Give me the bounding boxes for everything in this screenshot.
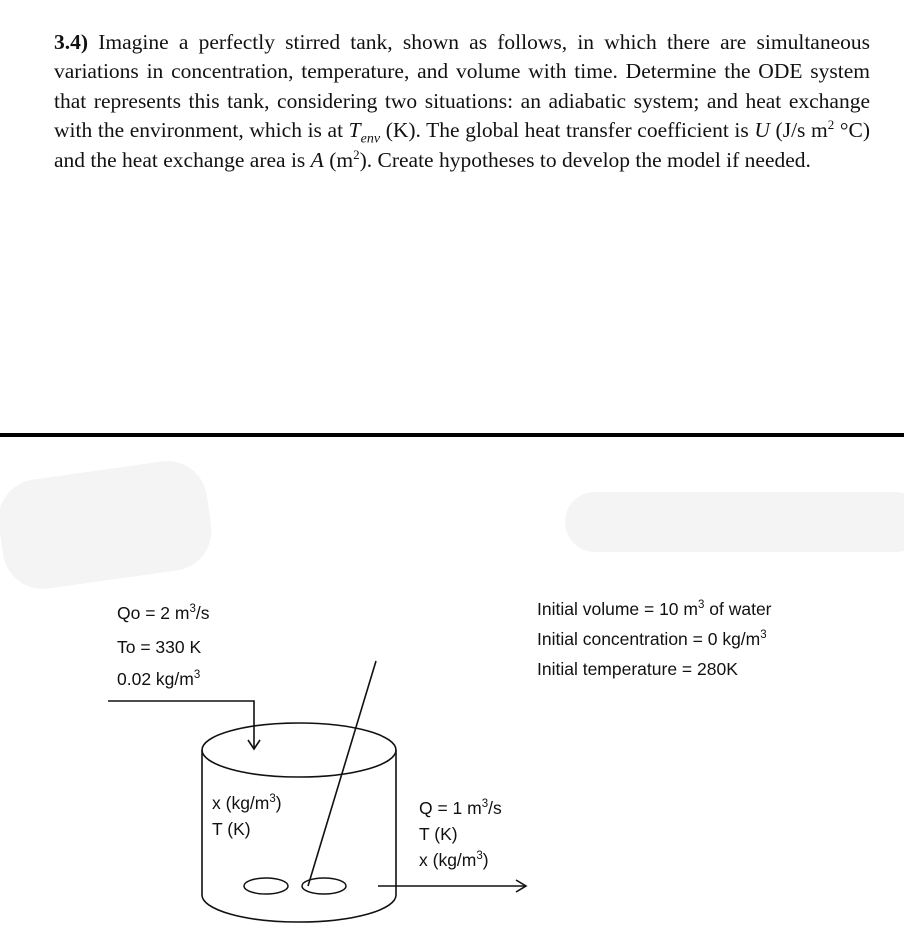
outlet-flow-text: Q = 1 m	[419, 798, 482, 818]
inlet-pipe	[108, 701, 254, 748]
problem-number: 3.4)	[54, 30, 89, 54]
outlet-concentration-label	[419, 849, 489, 871]
outlet-flow-sup: 3	[481, 798, 489, 811]
tank-top-rim	[202, 723, 396, 777]
problem-text-1: Imagine a perfectly stirred tank, shown as follows, in which there are simultaneous variations in concentration, temperature, and volume with time. Determine the ODE system that represents this tank, considering two situations: an adiabatic system; and heat exchange with the environment, which is at	[54, 30, 870, 143]
inlet-conc-sup: 3	[193, 669, 201, 682]
initial-concentration-label	[537, 628, 767, 650]
initial-volume-text: Initial volume = 10 m	[537, 599, 698, 619]
problem-text-2: (K). The global heat transfer coefficient is	[380, 118, 755, 143]
u-symbol: U	[754, 118, 770, 143]
stirrer-blade-left	[244, 878, 288, 894]
outlet-conc-sup: 3	[476, 850, 483, 863]
problem-sup-1: 2	[827, 117, 835, 133]
outlet-conc-text: x (kg/m	[419, 850, 477, 870]
inlet-temperature-label: To = 330 K	[117, 637, 202, 657]
inlet-flow-text: Qo = 2 m	[117, 603, 190, 623]
inlet-concentration-label	[117, 668, 200, 690]
initial-volume-sup: 3	[697, 599, 705, 612]
t-env-subscript: env	[360, 131, 381, 147]
problem-text-5: (m	[323, 147, 354, 172]
inlet-flow-label	[117, 602, 210, 624]
problem-text-6: ). Create hypotheses to develop the model if needed.	[359, 147, 811, 172]
tank-temperature-label: T (K)	[212, 819, 251, 839]
outlet-temperature-label: T (K)	[419, 824, 458, 844]
a-symbol: A	[310, 147, 324, 172]
outlet-flow-label	[419, 797, 502, 819]
inlet-flow-sup: 3	[189, 603, 196, 616]
initial-conc-text: Initial concentration = 0 kg/m	[537, 629, 761, 649]
tank-conc-suffix: )	[275, 793, 282, 813]
problem-text-3: (J/s m	[769, 118, 828, 143]
initial-volume-suffix: of water	[704, 599, 772, 619]
outlet-flow-unit: /s	[488, 798, 502, 818]
tank-concentration-label	[212, 792, 282, 814]
initial-conc-sup: 3	[760, 629, 767, 642]
tank-conc-sup: 3	[269, 793, 276, 806]
problem-text-4: °C) and the heat exchange area is	[54, 118, 870, 172]
initial-temperature-label: Initial temperature = 280K	[537, 659, 738, 679]
inlet-flow-unit: /s	[195, 603, 210, 623]
problem-sup-2: 2	[353, 146, 360, 162]
initial-volume-label	[537, 598, 772, 620]
outlet-conc-suffix: )	[482, 850, 489, 870]
inlet-conc-text: 0.02 kg/m	[117, 669, 194, 689]
t-env-symbol: T	[348, 118, 361, 143]
tank-conc-text: x (kg/m	[212, 793, 270, 813]
stirrer-shaft	[308, 661, 376, 886]
